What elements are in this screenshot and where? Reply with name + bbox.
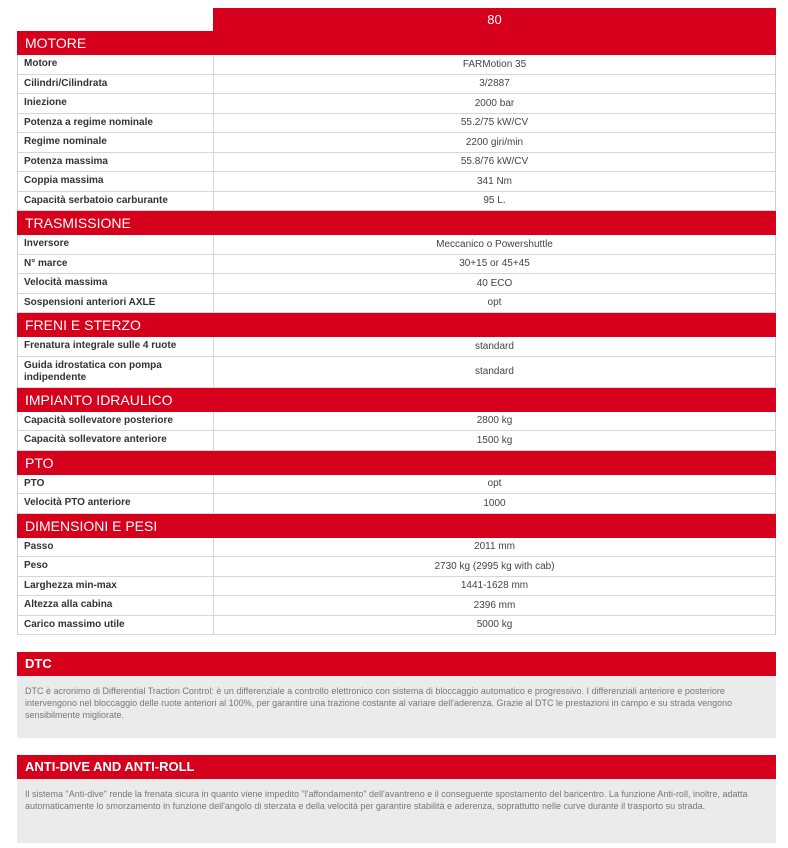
spec-row	[18, 235, 775, 255]
dtc-text: DTC è acronimo di Differential Traction Control: è un differenziale a controllo elettronico con sistema di bloccaggio automatico e progressivo. I differenziali anteriore e posteriore intervengono nel bloccaggio delle ruote anteriori al 100%, per garantire una trazione costante al variare dell'aderenza. Grazie al DTC le prestazioni in campo e su strada vengono sensibilmente migliorate.	[25, 686, 733, 720]
spec-value: opt	[487, 478, 502, 490]
section-rows	[17, 55, 776, 211]
anti-dive-title: ANTI-DIVE AND ANTI-ROLL	[17, 755, 776, 779]
spec-value: 2800 kg	[476, 415, 513, 427]
spec-label: Capacità sollevatore posteriore	[18, 412, 214, 431]
section-heading: DIMENSIONI E PESI	[17, 514, 776, 538]
spec-label: Motore	[18, 55, 214, 74]
spec-value: 2011 mm	[474, 541, 515, 553]
spec-value: 3/2887	[479, 78, 510, 90]
section-heading: IMPIANTO IDRAULICO	[17, 388, 776, 412]
section-rows	[17, 538, 776, 636]
spec-value: standard	[475, 340, 514, 352]
spec-label: Capacità serbatoio carburante	[18, 192, 214, 211]
spec-label: Peso	[18, 557, 214, 576]
spec-value: 2200 giri/min	[465, 136, 524, 148]
anti-dive-text: Il sistema "Anti-dive" rende la frenata sicura in quanto viene impedito "l'affondamento" dell'avantreno e il conseguente spostamento del baricentro. La funzione Anti-roll, inoltre, adatta automaticamente lo smorzamento in funzione dell'angolo di sterzata e della velocità per garantire stabilità e aderenza, soprattutto nelle curve durante il trasporto su strada.	[25, 789, 748, 811]
section-rows	[17, 235, 776, 313]
spec-table	[17, 8, 776, 635]
spec-label: Velocità massima	[18, 274, 214, 293]
spec-row	[18, 577, 775, 597]
anti-dive-box	[17, 755, 776, 843]
spec-label: Velocità PTO anteriore	[18, 494, 214, 513]
spec-row	[18, 494, 775, 514]
spec-value: FARMotion 35	[462, 58, 527, 70]
spec-row	[18, 294, 775, 314]
spec-row	[18, 557, 775, 577]
spec-row	[18, 75, 775, 95]
spec-value: 55.2/75 kW/CV	[460, 117, 529, 129]
spec-value: 30+15 or 45+45	[459, 258, 530, 270]
spec-row	[18, 538, 775, 558]
spec-value: 55.8/76 kW/CV	[460, 156, 529, 168]
section-rows	[17, 412, 776, 451]
spec-value: 5000 kg	[476, 619, 513, 631]
spec-value: 341 Nm	[476, 175, 512, 187]
spec-value: 2730 kg (2995 kg with cab)	[434, 560, 555, 572]
spec-row	[18, 616, 775, 636]
spec-row	[18, 431, 775, 451]
spec-label: Inversore	[18, 235, 214, 254]
section-heading: TRASMISSIONE	[17, 211, 776, 235]
spec-value: 1500 kg	[476, 434, 513, 446]
spec-label: Cilindri/Cilindrata	[18, 75, 214, 94]
spec-label: Sospensioni anteriori AXLE	[18, 294, 214, 313]
spec-label: Guida idrostatica con pompa indipendente	[18, 357, 214, 387]
spec-value: 95 L.	[483, 195, 506, 207]
spec-value: 1441-1628 mm	[460, 580, 529, 592]
spec-sections	[17, 31, 776, 635]
model-header-row	[17, 8, 776, 31]
spec-label: N° marce	[18, 255, 214, 274]
section-rows	[17, 337, 776, 388]
spec-value: 40 ECO	[476, 277, 513, 289]
spec-label: Carico massimo utile	[18, 616, 214, 635]
spec-row	[18, 192, 775, 212]
section-heading: PTO	[17, 451, 776, 475]
section-heading: MOTORE	[17, 31, 776, 55]
spec-row	[18, 337, 775, 357]
spec-row	[18, 133, 775, 153]
spec-row	[18, 114, 775, 134]
spec-value: opt	[487, 297, 502, 309]
spec-label: Frenatura integrale sulle 4 ruote	[18, 337, 214, 356]
spec-row	[18, 153, 775, 173]
spec-label: Potenza a regime nominale	[18, 114, 214, 133]
spec-row	[18, 357, 775, 388]
spec-row	[18, 255, 775, 275]
spec-row	[18, 274, 775, 294]
spec-value: 2000 bar	[474, 97, 515, 109]
spec-label: Larghezza min-max	[18, 577, 214, 596]
spec-value: 1000	[483, 497, 506, 509]
section-heading: FRENI E STERZO	[17, 313, 776, 337]
spec-row	[18, 172, 775, 192]
spec-row	[18, 94, 775, 114]
spec-label: Iniezione	[18, 94, 214, 113]
spec-label: Altezza alla cabina	[18, 596, 214, 615]
spec-value: Meccanico o Powershuttle	[436, 238, 553, 250]
spec-row	[18, 55, 775, 75]
spec-label: PTO	[18, 475, 214, 494]
spec-value: standard	[475, 366, 514, 377]
section-rows	[17, 475, 776, 514]
spec-value: 2396 mm	[473, 599, 516, 611]
spec-row	[18, 596, 775, 616]
model-label: 80	[213, 8, 776, 31]
spec-label: Coppia massima	[18, 172, 214, 191]
dtc-title: DTC	[17, 652, 776, 676]
spec-row	[18, 475, 775, 495]
spec-label: Regime nominale	[18, 133, 214, 152]
spec-label: Passo	[18, 538, 214, 557]
spec-row	[18, 412, 775, 432]
dtc-box	[17, 652, 776, 738]
spec-label: Capacità sollevatore anteriore	[18, 431, 214, 450]
spec-label: Potenza massima	[18, 153, 214, 172]
